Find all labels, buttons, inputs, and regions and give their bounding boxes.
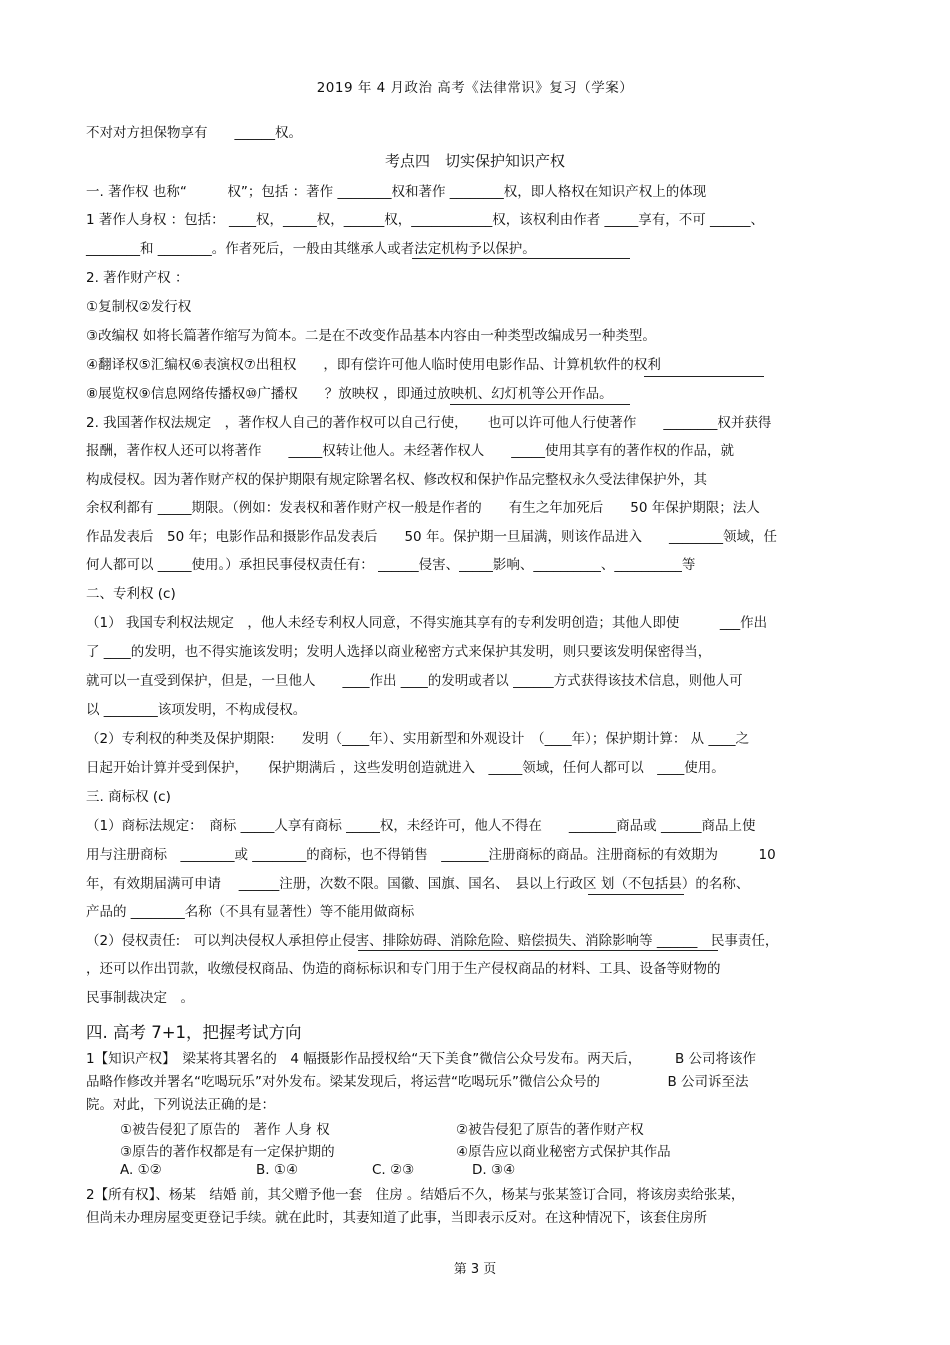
text-line: （1）商标法规定： 商标 _____人享有商标 _____权，未经许可，他人不得在 _______商品或 ______商品上使	[86, 818, 756, 834]
text-line: 三. 商标权 (c)	[86, 789, 171, 805]
text-line: 二、专利权 (c)	[86, 586, 176, 602]
text-line: 1 著作人身权 ：包括： ____权，_____权，______权，____________权，该权利由作者 _____享有，不可 ______、	[86, 212, 765, 228]
question-option: ③原告的著作权都是有一定保护期的	[120, 1144, 335, 1160]
question-option: ②被告侵犯了原告的著作财产权	[456, 1122, 644, 1138]
question-line: 2【所有权】、杨某 结婚 前，其父赠予他一套 住房 。结婚后不久，杨某与张某签订合同，将该房卖给张某，	[86, 1187, 745, 1203]
text-line: 一. 著作权 也称“ 权”；包括 ：著作 ________权和著作 ________权，即人格权在知识产权上的体现	[86, 184, 707, 200]
text-line: 余权利都有 _____期限。（例如：发表权和著作财产权一般是作者的 有生之年加死后 50 年保护期限；法人	[86, 500, 760, 516]
text-line: ③改编权 如将长篇著作缩写为简本。二是在不改变作品基本内容由一种类型改编成另一种类型。	[86, 328, 656, 344]
text-line: 民事制裁决定 。	[86, 990, 194, 1006]
underline-mark	[588, 894, 684, 895]
text-line: 用与注册商标 ________或 ________的商标，也不得销售 _______注册商标的商品。注册商标的有效期为 10	[86, 847, 776, 863]
text-line: 2. 著作财产权 ：	[86, 270, 189, 286]
text-line: ⑧展览权⑨信息网络传播权⑩广播权 ？放映权 ，即通过放映机、幻灯机等公开作品。	[86, 386, 613, 402]
page-header: 2019 年 4 月政治 高考《法律常识》复习（学案）	[316, 80, 634, 96]
underline-mark	[644, 376, 764, 377]
text-line: 报酬，著作权人还可以将著作 _____权转让他人。未经著作权人 _____使用其享有的著作权的作品，就	[86, 443, 734, 459]
answer-choice: C. ②③	[372, 1162, 415, 1178]
answer-choice: D. ③④	[472, 1162, 516, 1178]
underline-mark	[358, 950, 718, 951]
question-line: 品略作修改并署名“吃喝玩乐”对外发布。梁某发现后，将运营“吃喝玩乐”微信公众号的 B 公司诉至法	[86, 1074, 749, 1090]
text-line: 何人都可以 _____使用。）承担民事侵权责任有： ______侵害、_____影响、__________、__________等	[86, 557, 696, 573]
text-line: 作品发表后 50 年；电影作品和摄影作品发表后 50 年。保护期一旦届满，则该作品进入 ________领域，任	[86, 529, 777, 545]
text-line: 不对对方担保物享有 ______权。	[86, 125, 302, 141]
text-line: 了 ____的发明，也不得实施该发明；发明人选择以商业秘密方式来保护其发明，则只要该发明保密得当，	[86, 644, 712, 660]
text-line: 构成侵权。因为著作财产权的保护期限有规定除署名权、修改权和保护作品完整权永久受法律保护外，其	[86, 472, 707, 488]
underline-mark	[412, 258, 630, 259]
text-line: 产品的 ________名称（不具有显著性）等不能用做商标	[86, 904, 415, 920]
text-line: 就可以一直受到保护，但是，一旦他人 ____作出 ____的发明或者以 ______方式获得该技术信息，则他人可	[86, 673, 743, 689]
section-title: 考点四 切实保护知识产权	[384, 152, 565, 170]
question-option: ④原告应以商业秘密方式保护其作品	[456, 1144, 671, 1160]
text-line: 以 ________该项发明，不构成侵权。	[86, 702, 307, 718]
text-line: 年，有效期届满可申请 ______注册，次数不限。国徽、国旗、国名、 县以上行政区 划（不包括县）的名称、	[86, 876, 750, 892]
question-line: 但尚未办理房屋变更登记手续。就在此时，其妻知道了此事，当即表示反对。在这种情况下，该套住房所	[86, 1210, 707, 1226]
text-line: （2）专利权的种类及保护期限: 发明（____年）、实用新型和外观设计 （____年）；保护期计算： 从 ____之	[86, 731, 749, 747]
text-line: 2. 我国著作权法规定 ，著作权人自己的著作权可以自己行使， 也可以许可他人行使著作 ________权并获得	[86, 415, 772, 431]
text-line: ①复制权②发行权	[86, 299, 192, 315]
text-line: ________和 ________。作者死后，一般由其继承人或者法定机构予以保护。	[86, 241, 536, 257]
text-line: （2）侵权责任: 可以判决侵权人承担停止侵害、排除妨碍、消除危险、赔偿损失、消除影响等 ______ 民事责任，	[86, 933, 779, 949]
underline-mark	[450, 404, 630, 405]
answer-choice: B. ①④	[256, 1162, 299, 1178]
page-footer: 第 3 页	[453, 1262, 497, 1277]
text-line: 日起开始计算并受到保护， 保护期满后 ，这些发明创造就进入 _____领域，任何人都可以 ____使用。	[86, 760, 725, 776]
text-line: ④翻译权⑤汇编权⑥表演权⑦出租权 ，即有偿许可他人临时使用电影作品、计算机软件的权利	[86, 357, 661, 373]
question-option: ①被告侵犯了原告的 著作 人身 权	[120, 1122, 330, 1138]
text-line: （1） 我国专利权法规定 ，他人未经专利权人同意，不得实施其享有的专利发明创造；其他人即使 ___作出	[86, 615, 768, 631]
answer-choice: A. ①②	[120, 1162, 162, 1178]
question-line: 院。对此，下列说法正确的是：	[86, 1097, 275, 1113]
exam-heading: 四. 高考 7+1，把握考试方向	[86, 1023, 302, 1042]
question-line: 1【知识产权】 梁某将其署名的 4 幅摄影作品授权给“天下美食”微信公众号发布。两天后， B 公司将该作	[86, 1051, 757, 1067]
text-line: ，还可以作出罚款，收缴侵权商品、伪造的商标标识和专门用于生产侵权商品的材料、工具、设备等财物的	[86, 961, 721, 977]
